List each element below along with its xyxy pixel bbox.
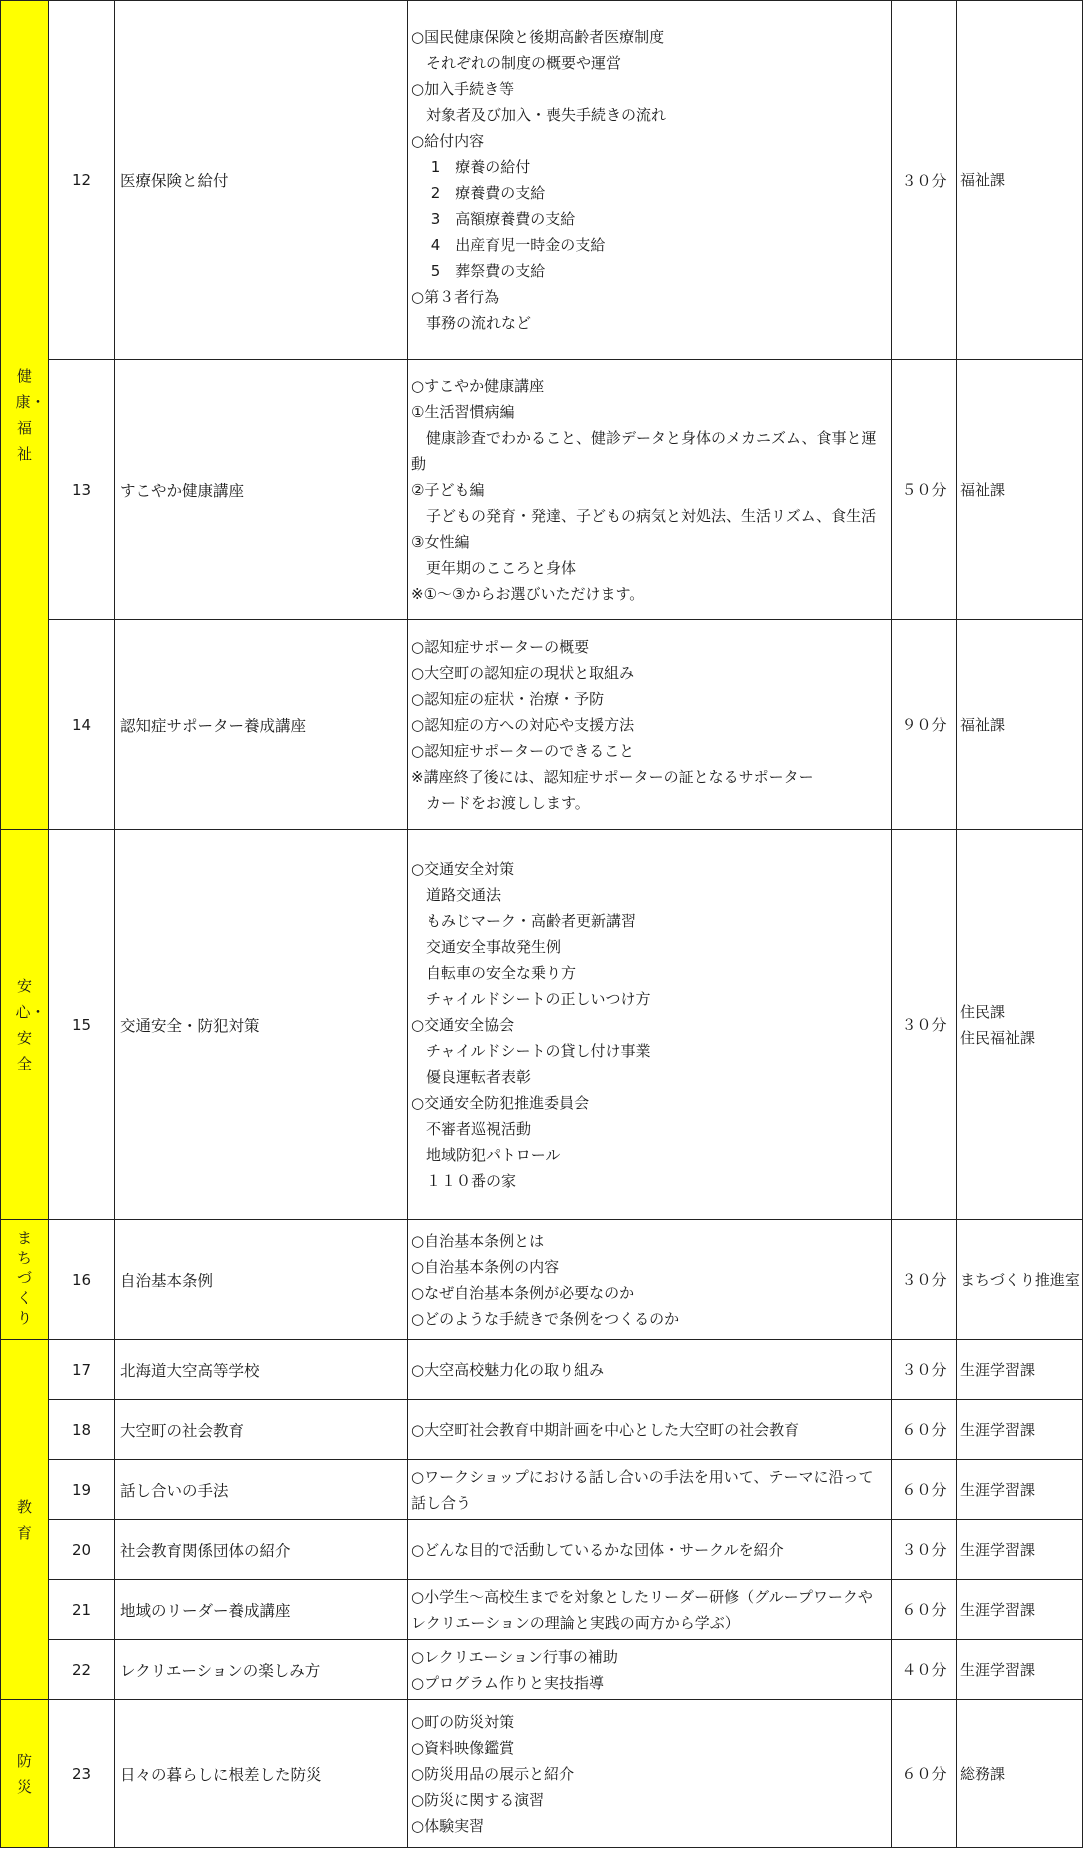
department-line: 生涯学習課 [960, 1360, 1036, 1379]
lecture-content [408, 620, 892, 830]
row-number: 18 [49, 1400, 115, 1460]
content-line: 優良運転者表彰 [411, 1067, 532, 1086]
table-row [1, 1400, 1083, 1460]
department-line: 生涯学習課 [960, 1480, 1036, 1499]
lecture-title: 認知症サポーター養成講座 [115, 620, 408, 830]
content-line: 1 療養の給付 [411, 158, 531, 176]
content-line: 2 療養費の支給 [411, 184, 546, 202]
table-row [1, 1, 1083, 360]
duration: ３０分 [892, 830, 957, 1220]
duration: ３０分 [892, 1340, 957, 1400]
category-cell-town [1, 1220, 49, 1340]
content-line: ○どのような手続きで条例をつくるのか [411, 1309, 680, 1328]
content-line: ○どんな目的で活動しているかな団体・サークルを紹介 [411, 1540, 784, 1559]
duration: ４０分 [892, 1640, 957, 1700]
department [957, 1, 1083, 360]
category-label: 健康・福祉 [15, 367, 46, 463]
row-number: 16 [49, 1220, 115, 1340]
content-line: ○資料映像鑑賞 [411, 1738, 515, 1757]
lecture-title: 自治基本条例 [115, 1220, 408, 1340]
content-line: チャイルドシートの正しいつけ方 [411, 989, 651, 1008]
content-line: ○認知症の症状・治療・予防 [411, 689, 605, 708]
content-line: 5 葬祭費の支給 [411, 262, 546, 280]
department-line: 生涯学習課 [960, 1420, 1036, 1439]
content-line: ○大空町社会教育中期計画を中心とした大空町の社会教育 [411, 1420, 800, 1439]
lecture-content [408, 360, 892, 620]
row-number: 22 [49, 1640, 115, 1700]
lecture-content [408, 1220, 892, 1340]
row-number: 14 [49, 620, 115, 830]
duration: ６０分 [892, 1460, 957, 1520]
duration: ６０分 [892, 1700, 957, 1848]
content-line: ○ワークショップにおける話し合いの手法を用いて、テーマに沿って話し合う [411, 1467, 874, 1512]
content-line: ○自治基本条例の内容 [411, 1257, 560, 1276]
content-line: 道路交通法 [411, 885, 502, 904]
lecture-title: 医療保険と給付 [115, 1, 408, 360]
content-line: ○防災に関する演習 [411, 1790, 545, 1809]
content-line: ※①～③からお選びいただけます。 [411, 584, 645, 603]
table-row [1, 620, 1083, 830]
content-line: 4 出産育児一時金の支給 [411, 236, 606, 254]
content-line: もみじマーク・高齢者更新講習 [411, 911, 637, 930]
lecture-content [408, 1640, 892, 1700]
department [957, 620, 1083, 830]
content-line: 事務の流れなど [411, 314, 532, 332]
content-line: 更年期のこころと身体 [411, 558, 577, 577]
content-line: ○プログラム作りと実技指導 [411, 1673, 604, 1692]
duration: ３０分 [892, 1220, 957, 1340]
table-row [1, 1520, 1083, 1580]
lecture-content [408, 1580, 892, 1640]
duration: ９０分 [892, 620, 957, 830]
content-line: カードをお渡しします。 [411, 793, 590, 812]
content-line: 対象者及び加入・喪失手続きの流れ [411, 106, 667, 124]
department [957, 1700, 1083, 1848]
lecture-content [408, 830, 892, 1220]
lecture-title: 日々の暮らしに根差した防災 [115, 1700, 408, 1848]
content-line: ○自治基本条例とは [411, 1231, 545, 1250]
content-line: ○国民健康保険と後期高齢者医療制度 [411, 28, 665, 46]
lecture-content [408, 1520, 892, 1580]
department-line: 住民福祉課 [960, 1028, 1036, 1047]
table-row [1, 1580, 1083, 1640]
row-number: 13 [49, 360, 115, 620]
duration: ５０分 [892, 360, 957, 620]
department [957, 1400, 1083, 1460]
content-line: ※講座終了後には、認知症サポーターの証となるサポーター [411, 767, 814, 786]
content-line: ○認知症サポーターの概要 [411, 637, 590, 656]
row-number: 23 [49, 1700, 115, 1848]
table-row [1, 1460, 1083, 1520]
department [957, 1580, 1083, 1640]
lecture-title: すこやか健康講座 [115, 360, 408, 620]
lecture-content [408, 1400, 892, 1460]
department [957, 1340, 1083, 1400]
content-line: ○体験実習 [411, 1816, 485, 1835]
duration: ３０分 [892, 1520, 957, 1580]
lecture-title: 話し合いの手法 [115, 1460, 408, 1520]
table-row [1, 1700, 1083, 1848]
department-line: 生涯学習課 [960, 1600, 1036, 1619]
content-line: ○加入手続き等 [411, 80, 515, 98]
content-line: ○大空町の認知症の現状と取組み [411, 663, 635, 682]
department [957, 830, 1083, 1220]
department [957, 1460, 1083, 1520]
content-line: ③女性編 [411, 532, 470, 551]
row-number: 12 [49, 1, 115, 360]
category-label: まちづくり [16, 1229, 32, 1327]
lecture-title: 社会教育関係団体の紹介 [115, 1520, 408, 1580]
lecture-content [408, 1700, 892, 1848]
content-line: ①生活習慣病編 [411, 402, 515, 421]
category-cell-education [1, 1340, 49, 1700]
row-number: 19 [49, 1460, 115, 1520]
content-line: 3 高額療養費の支給 [411, 210, 576, 228]
content-line: ②子ども編 [411, 480, 485, 499]
category-label: 安心・安全 [15, 976, 46, 1073]
department-line: 住民課 [960, 1002, 1006, 1021]
duration: ６０分 [892, 1400, 957, 1460]
department [957, 1520, 1083, 1580]
lecture-title: 大空町の社会教育 [115, 1400, 408, 1460]
content-line: ○町の防災対策 [411, 1712, 515, 1731]
content-line: ○認知症サポーターのできること [411, 741, 635, 760]
content-line: ○給付内容 [411, 132, 485, 150]
content-line: ○レクリエーション行事の補助 [411, 1647, 618, 1666]
category-label: 教育 [16, 1497, 32, 1542]
category-label: 防災 [16, 1751, 32, 1796]
content-line: ○第３者行為 [411, 288, 500, 306]
lecture-title: 北海道大空高等学校 [115, 1340, 408, 1400]
content-line: ○交通安全対策 [411, 859, 515, 878]
content-line: 自転車の安全な乗り方 [411, 963, 577, 982]
row-number: 15 [49, 830, 115, 1220]
department-line: 福祉課 [960, 171, 1006, 189]
content-line: ○交通安全協会 [411, 1015, 515, 1034]
lecture-content [408, 1340, 892, 1400]
content-line: ○すこやか健康講座 [411, 376, 545, 395]
row-number: 21 [49, 1580, 115, 1640]
table-row [1, 1640, 1083, 1700]
lecture-title: 地域のリーダー養成講座 [115, 1580, 408, 1640]
content-line: チャイルドシートの貸し付け事業 [411, 1041, 651, 1060]
content-line: ○防災用品の展示と紹介 [411, 1764, 575, 1783]
content-line: 不審者巡視活動 [411, 1119, 532, 1138]
lecture-title: 交通安全・防犯対策 [115, 830, 408, 1220]
lecture-content [408, 1460, 892, 1520]
duration: ６０分 [892, 1580, 957, 1640]
content-line: ○交通安全防犯推進委員会 [411, 1093, 590, 1112]
content-line: ○認知症の方への対応や支援方法 [411, 715, 635, 734]
content-line: 健康診査でわかること、健診データと身体のメカニズム、食事と運動 [411, 428, 877, 473]
content-line: それぞれの制度の概要や運営 [411, 54, 622, 72]
table-row [1, 1220, 1083, 1340]
content-line: ○なぜ自治基本条例が必要なのか [411, 1283, 635, 1302]
lecture-content [408, 1, 892, 360]
department-line: 生涯学習課 [960, 1540, 1036, 1559]
content-line: 地域防犯パトロール [411, 1145, 561, 1164]
table-row [1, 830, 1083, 1220]
lecture-title: レクリエーションの楽しみ方 [115, 1640, 408, 1700]
department [957, 1220, 1083, 1340]
table-row [1, 360, 1083, 620]
content-line: 交通安全事故発生例 [411, 937, 562, 956]
row-number: 17 [49, 1340, 115, 1400]
content-line: ○大空高校魅力化の取り組み [411, 1360, 605, 1379]
department [957, 1640, 1083, 1700]
category-cell-health [1, 1, 49, 830]
row-number: 20 [49, 1520, 115, 1580]
content-line: 子どもの発育・発達、子どもの病気と対処法、生活リズム、食生活 [411, 506, 877, 525]
department-line: 福祉課 [960, 480, 1006, 499]
category-cell-disaster [1, 1700, 49, 1848]
category-cell-safety [1, 830, 49, 1220]
department-line: 生涯学習課 [960, 1660, 1036, 1679]
content-line: １１０番の家 [411, 1171, 517, 1190]
table-row [1, 1340, 1083, 1400]
department-line: 福祉課 [960, 715, 1006, 734]
department-line: まちづくり推進室 [960, 1270, 1080, 1289]
department [957, 360, 1083, 620]
content-line: ○小学生～高校生までを対象としたリーダー研修（グループワークやレクリエーションの理論と実践の両方から学ぶ） [411, 1587, 873, 1632]
duration: ３０分 [892, 1, 957, 360]
department-line: 総務課 [960, 1764, 1006, 1783]
